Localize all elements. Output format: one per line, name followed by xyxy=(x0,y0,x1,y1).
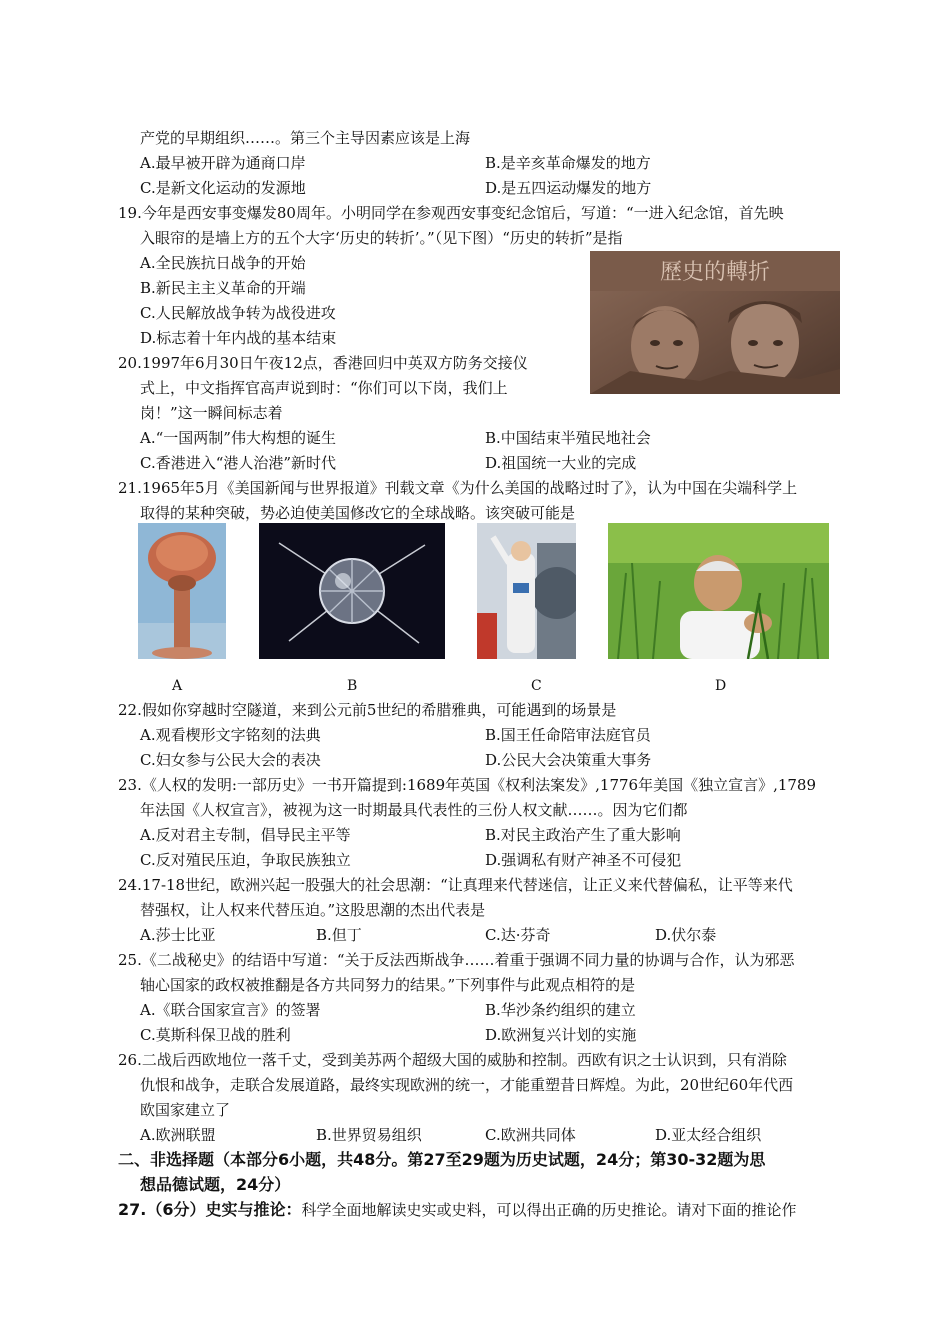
q18-option-d: D.是五四运动爆发的地方 xyxy=(485,179,652,197)
q27-label: 27.（6分）史实与推论： xyxy=(118,1200,302,1219)
q20-line-1: 20.1997年6月30日午夜12点，香港回归中英双方防务交接仪 xyxy=(118,354,528,372)
section-2-heading-line-1: 二、非选择题（本部分6小题，共48分。第27至29题为历史试题，24分；第30-32题为思 xyxy=(118,1150,766,1169)
q22-option-c: C.妇女参与公民大会的表决 xyxy=(140,751,321,769)
q20-option-a: A.“一国两制”伟大构想的诞生 xyxy=(140,429,336,447)
atomic-bomb-cloud-image xyxy=(138,523,226,659)
q27-line-1 xyxy=(118,1200,797,1220)
q26-option-d: D.亚太经合组织 xyxy=(655,1126,762,1144)
q25-option-a: A.《联合国家宣言》的签署 xyxy=(140,1001,321,1019)
q20-line-3: 岗！”这一瞬间标志着 xyxy=(140,404,283,422)
q25-line-2: 轴心国家的政权被推翻是各方共同努力的结果。”下列事件与此观点相符的是 xyxy=(140,976,636,994)
q19-option-d: D.标志着十年内战的基本结束 xyxy=(140,329,337,347)
q23-line-2: 年法国《人权宣言》，被视为这一时期最具代表性的三份人权文献……。因为它们都 xyxy=(140,801,688,819)
q19-line-2: 入眼帘的是墙上方的五个大字‘历史的转折’。”（见下图）“历史的转折”是指 xyxy=(140,229,623,247)
q24-option-d: D.伏尔泰 xyxy=(655,926,717,944)
q21-caption-d: D xyxy=(715,678,727,694)
q23-option-b: B.对民主政治产生了重大影响 xyxy=(485,826,681,844)
q21-line-2: 取得的某种突破，势必迫使美国修改它的全球战略。该突破可能是 xyxy=(140,504,576,522)
q19-option-a: A.全民族抗日战争的开始 xyxy=(140,254,306,272)
relief-inscription: 歷史的轉折 xyxy=(659,260,771,285)
q18-option-a: A.最早被开辟为通商口岸 xyxy=(140,154,306,172)
q24-line-1: 24.17-18世纪，欧洲兴起一股强大的社会思潮：“让真理来代替迷信，让正义来代替偏私，让平等来代 xyxy=(118,876,793,894)
q24-line-2: 替强权，让人权来代替压迫。”这股思潮的杰出代表是 xyxy=(140,901,486,919)
q20-option-d: D.祖国统一大业的完成 xyxy=(485,454,637,472)
q20-option-c: C.香港进入“港人治港”新时代 xyxy=(140,454,337,472)
q26-line-3: 欧国家建立了 xyxy=(140,1101,231,1119)
q24-option-c: C.达·芬奇 xyxy=(485,926,551,944)
q23-line-1: 23.《人权的发明:一部历史》一书开篇提到:1689年英国《权利法案发》,1776年美国《独立宣言》,1789 xyxy=(118,776,817,794)
section-2-heading-line-2: 想品德试题，24分） xyxy=(140,1175,291,1194)
q21-line-1: 21.1965年5月《美国新闻与世界报道》刊载文章《为什么美国的战略过时了》，认为中国在尖端科学上 xyxy=(118,479,798,497)
q26-line-2: 仇恨和战争，走联合发展道路，最终实现欧洲的统一，才能重塑昔日辉煌。为此，20世纪60年代西 xyxy=(140,1076,794,1094)
q25-option-c: C.莫斯科保卫战的胜利 xyxy=(140,1026,291,1044)
q26-option-b: B.世界贸易组织 xyxy=(316,1126,422,1144)
q19-option-c: C.人民解放战争转为战役进攻 xyxy=(140,304,336,322)
satellite-image xyxy=(259,523,445,659)
q22-line-1: 22.假如你穿越时空隧道，来到公元前5世纪的希腊雅典，可能遇到的场景是 xyxy=(118,701,617,719)
q19-line-1: 19.今年是西安事变爆发80周年。小明同学在参观西安事变纪念馆后，写道：“一进入纪念馆，首先映 xyxy=(118,204,784,222)
q21-caption-c: C xyxy=(531,678,542,694)
q26-option-a: A.欧洲联盟 xyxy=(140,1126,216,1144)
q21-caption-a: A xyxy=(172,678,183,694)
q23-option-c: C.反对殖民压迫，争取民族独立 xyxy=(140,851,351,869)
q24-option-b: B.但丁 xyxy=(316,926,362,944)
q20-line-2: 式上，中文指挥官高声说到时：“你们可以下岗，我们上 xyxy=(140,379,508,397)
q18-option-b: B.是辛亥革命爆发的地方 xyxy=(485,154,651,172)
q22-option-b: B.国王任命陪审法庭官员 xyxy=(485,726,651,744)
q24-option-a: A.莎士比亚 xyxy=(140,926,216,944)
q18-tail: 产党的早期组织……。第三个主导因素应该是上海 xyxy=(140,129,471,147)
q19-option-b: B.新民主主义革命的开端 xyxy=(140,279,306,297)
q22-option-a: A.观看楔形文字铭刻的法典 xyxy=(140,726,321,744)
q26-option-c: C.欧洲共同体 xyxy=(485,1126,576,1144)
q25-line-1: 25.《二战秘史》的结语中写道：“关于反法西斯战争……着重于强调不同力量的协调与合作，认为邪恶 xyxy=(118,951,795,969)
astronaut-image xyxy=(477,523,576,659)
q23-option-d: D.强调私有财产神圣不可侵犯 xyxy=(485,851,682,869)
q23-option-a: A.反对君主专制，倡导民主平等 xyxy=(140,826,351,844)
q20-option-b: B.中国结束半殖民地社会 xyxy=(485,429,651,447)
q21-caption-b: B xyxy=(347,678,358,694)
history-turning-point-relief-image xyxy=(590,251,840,394)
q26-line-1: 26.二战后西欧地位一落千丈，受到美苏两个超级大国的威胁和控制。西欧有识之士认识到，只有消除 xyxy=(118,1051,787,1069)
rice-field-scientist-image xyxy=(608,523,829,659)
q27-text: 科学全面地解读史实或史料，可以得出正确的历史推论。请对下面的推论作 xyxy=(301,1201,797,1219)
q18-option-c: C.是新文化运动的发源地 xyxy=(140,179,306,197)
q25-option-b: B.华沙条约组织的建立 xyxy=(485,1001,636,1019)
q22-option-d: D.公民大会决策重大事务 xyxy=(485,751,652,769)
q25-option-d: D.欧洲复兴计划的实施 xyxy=(485,1026,637,1044)
